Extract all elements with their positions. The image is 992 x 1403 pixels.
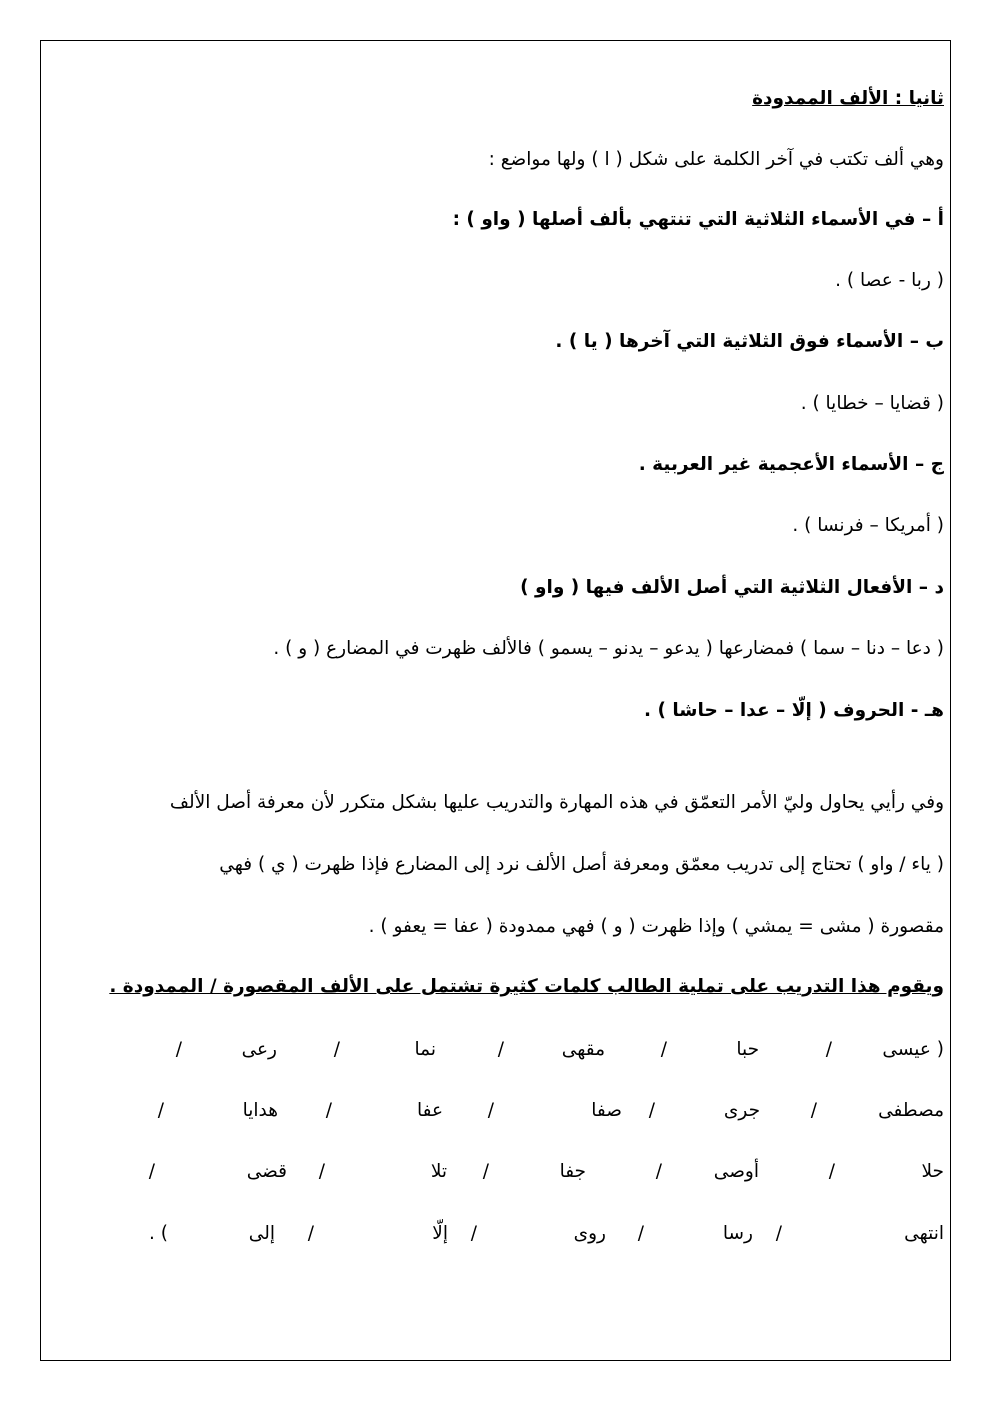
section-example-c: ( أمريكا – فرنسا ) . xyxy=(792,515,944,536)
section-example-b: ( قضايا – خطايا ) . xyxy=(800,393,944,414)
word: إلى xyxy=(248,1223,275,1244)
word: قضى xyxy=(246,1161,287,1182)
word: مصطفى xyxy=(878,1100,944,1121)
word: انتهى xyxy=(904,1223,944,1244)
separator: / xyxy=(470,1223,477,1244)
section-example-a: ( ربا - عصا ) . xyxy=(835,270,944,291)
word: صفا xyxy=(591,1100,622,1121)
section-title-c: ج – الأسماء الأعجمية غير العربية . xyxy=(638,454,944,475)
word: حبا xyxy=(736,1039,759,1060)
separator: / xyxy=(775,1223,782,1244)
closing-paren: ) . xyxy=(149,1223,168,1244)
opinion-line-1: وفي رأيي يحاول وليّ الأمر التعمّق في هذه المهارة والتدريب عليها بشكل متكرر لأن معرفة أصل الألف xyxy=(169,792,944,813)
section-title-d: د – الأفعال الثلاثية التي أصل الألف فيها ( واو ) xyxy=(520,577,944,598)
separator: / xyxy=(325,1100,332,1121)
word: حلا xyxy=(921,1161,944,1182)
word: جفا xyxy=(559,1161,586,1182)
section-title-e: هـ - الحروف ( إلّا – عدا – حاشا ) . xyxy=(644,700,944,721)
separator: / xyxy=(157,1100,164,1121)
separator: / xyxy=(825,1039,832,1060)
word: نما xyxy=(414,1039,436,1060)
section-title-b: ب – الأسماء فوق الثلاثية التي آخرها ( يا ) . xyxy=(555,331,944,352)
section-title-a: أ – في الأسماء الثلاثية التي تنتهي بألف أصلها ( واو ) : xyxy=(452,209,944,230)
separator: / xyxy=(148,1161,155,1182)
separator: / xyxy=(660,1039,667,1060)
exercise-heading: ويقوم هذا التدريب على تملية الطالب كلمات كثيرة تشتمل على الألف المقصورة / الممدودة . xyxy=(109,976,944,997)
word: ( عيسى xyxy=(882,1039,944,1060)
word: جرى xyxy=(723,1100,760,1121)
word: مقهى xyxy=(561,1039,605,1060)
separator: / xyxy=(482,1161,489,1182)
section-example-d: ( دعا – دنا – سما ) فمضارعها ( يدعو – يدنو – يسمو ) فالألف ظهرت في المضارع ( و ) . xyxy=(273,638,944,659)
separator: / xyxy=(828,1161,835,1182)
separator: / xyxy=(637,1223,644,1244)
word-row xyxy=(60,1034,944,1066)
word: إلّا xyxy=(432,1223,448,1244)
word: هدايا xyxy=(242,1100,278,1121)
word: عفا xyxy=(416,1100,443,1121)
separator: / xyxy=(333,1039,340,1060)
separator: / xyxy=(648,1100,655,1121)
word: رسا xyxy=(722,1223,753,1244)
separator: / xyxy=(307,1223,314,1244)
word: روى xyxy=(573,1223,606,1244)
word: تلا xyxy=(430,1161,447,1182)
separator: / xyxy=(810,1100,817,1121)
separator: / xyxy=(497,1039,504,1060)
page-title: ثانيا : الألف الممدودة xyxy=(752,88,944,109)
separator: / xyxy=(487,1100,494,1121)
intro-text: وهي ألف تكتب في آخر الكلمة على شكل ( ا ) ولها مواضع : xyxy=(488,149,944,170)
word-row xyxy=(60,1156,944,1188)
word-row xyxy=(60,1218,944,1250)
separator: / xyxy=(318,1161,325,1182)
word-row xyxy=(60,1095,944,1127)
word: أوصى xyxy=(713,1161,759,1182)
opinion-line-3: مقصورة ( مشى = يمشي ) وإذا ظهرت ( و ) فهي ممدودة ( عفا = يعفو ) . xyxy=(368,916,944,937)
opinion-line-2: ( ياء / واو ) تحتاج إلى تدريب معمّق ومعرفة أصل الألف نرد إلى المضارع فإذا ظهرت ( ي ) فهي xyxy=(219,854,944,875)
word: رعى xyxy=(241,1039,277,1060)
separator: / xyxy=(655,1161,662,1182)
separator: / xyxy=(175,1039,182,1060)
